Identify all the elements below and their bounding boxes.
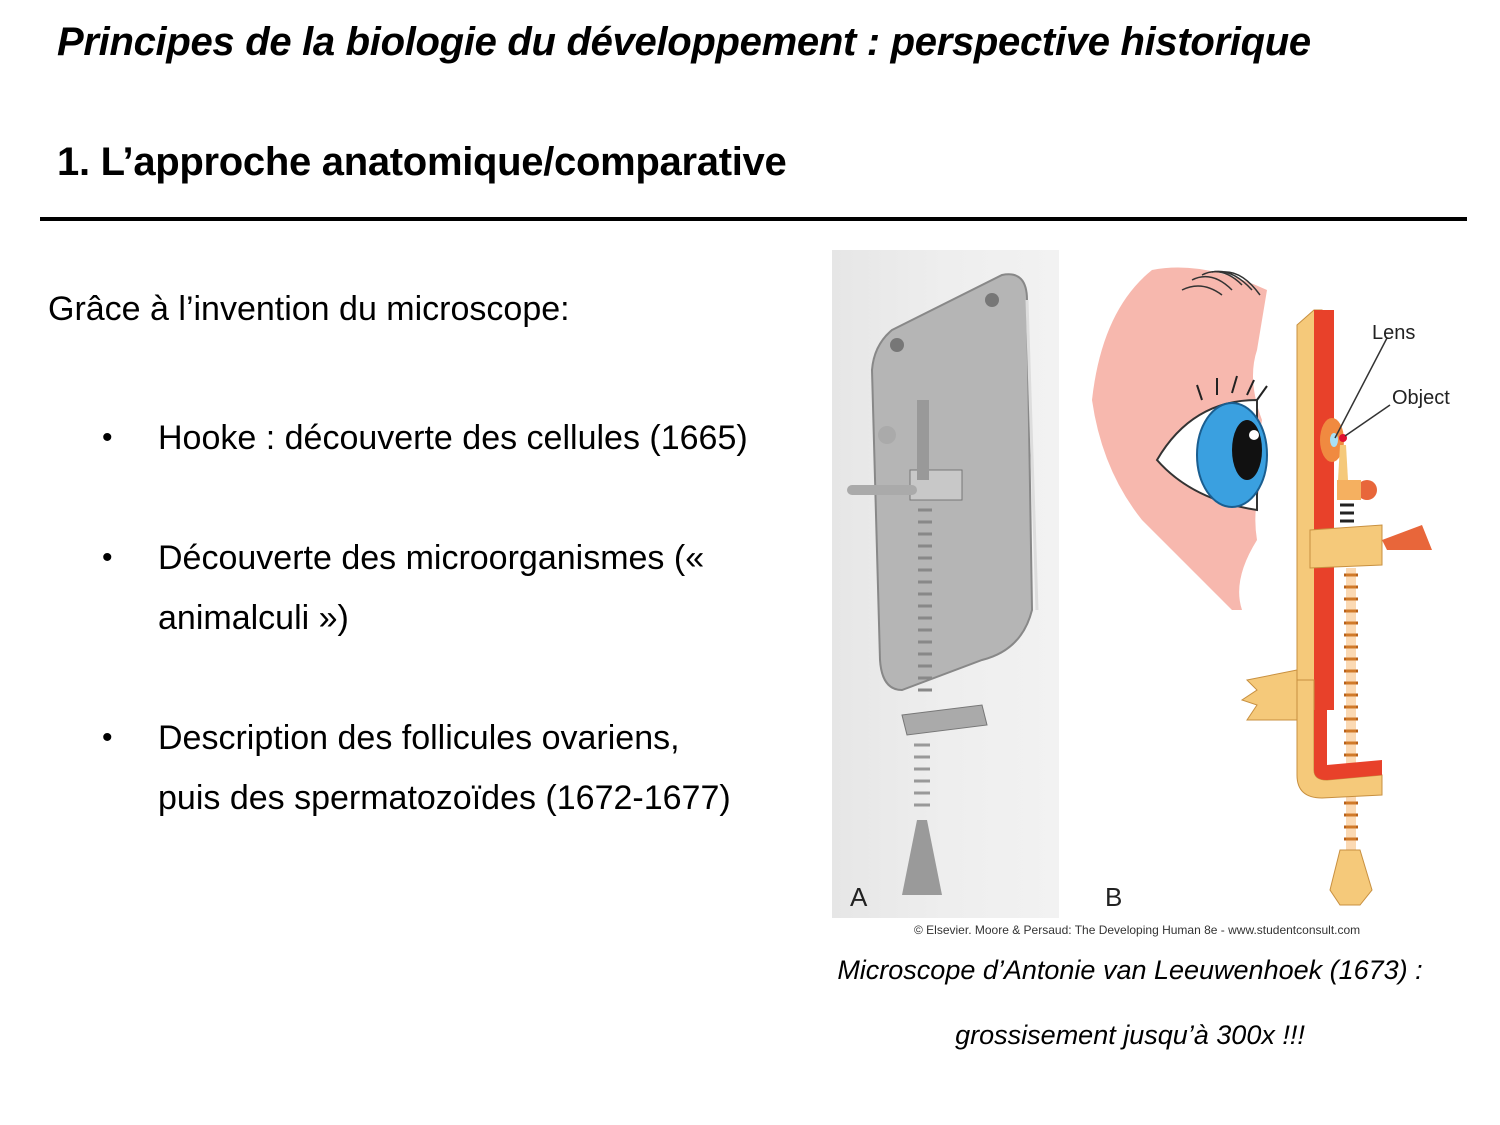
bullet-list [100, 408, 750, 888]
figure-caption-line2: grossisement jusqu’à 300x !!! [955, 1020, 1305, 1050]
heading-divider [40, 217, 1467, 221]
microscope-diagram [1082, 250, 1472, 918]
object-label: Object [1392, 387, 1450, 409]
bullet-text: Découverte des microorganismes (« animalculi ») [158, 539, 705, 637]
intro-text: Grâce à l’invention du microscope: [48, 290, 570, 328]
panel-b-label: B [1105, 882, 1123, 912]
bullet-item-microorganisms [100, 528, 750, 648]
bullet-icon: • [102, 421, 113, 454]
section-heading: 1. L’approche anatomique/comparative [57, 140, 787, 184]
slide-title: Principes de la biologie du développement : perspective historique [57, 20, 1311, 64]
microscope-figure [832, 250, 1472, 940]
microscope-photo [832, 250, 1059, 918]
bullet-text: Description des follicules ovariens, puis des spermatozoïdes (1672-1677) [158, 719, 731, 817]
microscope-photo-illustration [832, 250, 1059, 918]
lens-label: Lens [1372, 322, 1416, 344]
panel-a-label: A [850, 882, 868, 912]
bullet-item-follicles [100, 708, 750, 828]
bullet-icon: • [102, 721, 113, 754]
bullet-item-hooke [100, 408, 750, 468]
figure-caption-line1: Microscope d’Antonie van Leeuwenhoek (1673) : [837, 955, 1423, 985]
figure-credit: © Elsevier. Moore & Persaud: The Developing Human 8e - www.studentconsult.com [914, 923, 1361, 937]
bullet-icon: • [102, 541, 113, 574]
bullet-text: Hooke : découverte des cellules (1665) [158, 419, 748, 457]
